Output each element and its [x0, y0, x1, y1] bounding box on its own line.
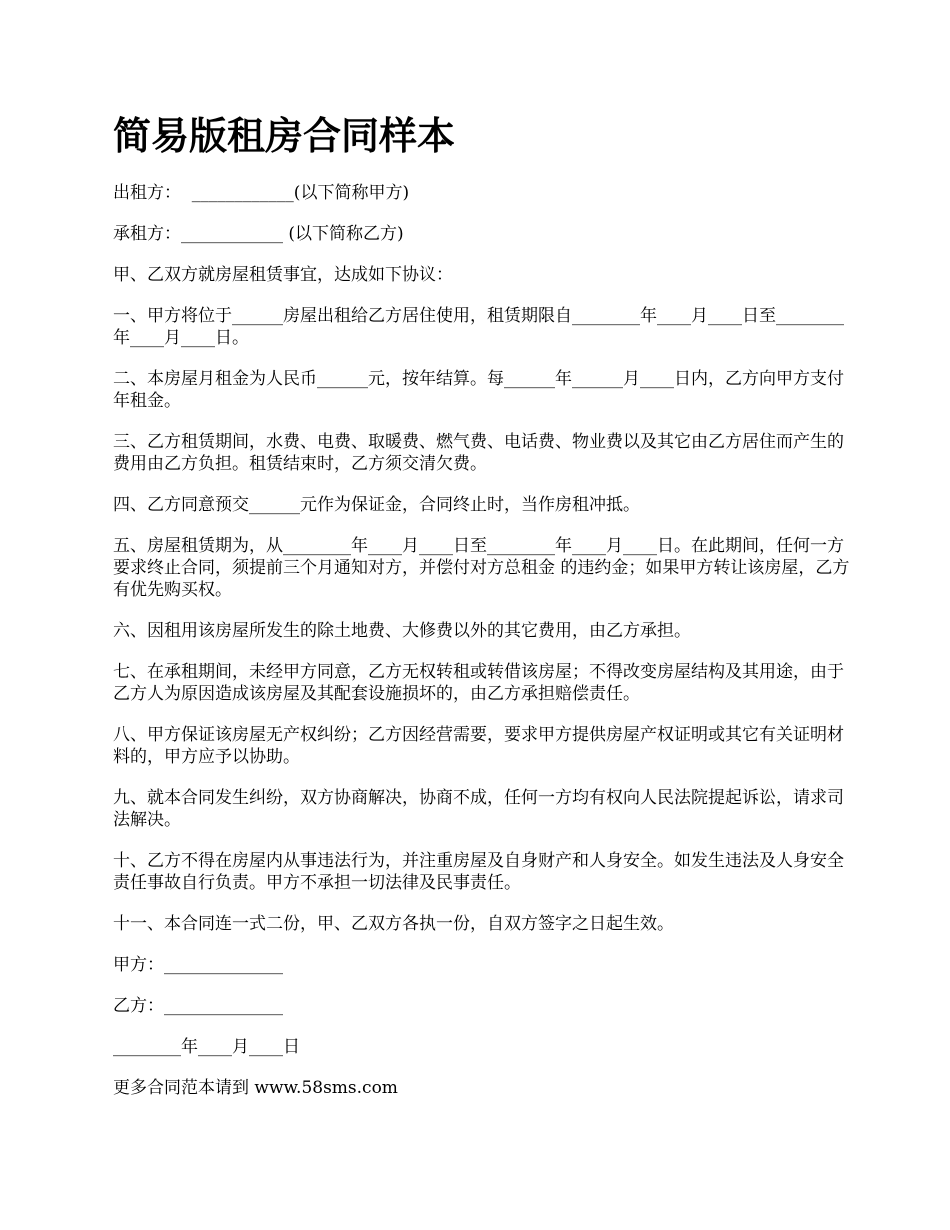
lessee-line: 承租方：____________ (以下简称乙方) — [113, 224, 404, 244]
clause-7: 七、在承租期间，未经甲方同意，乙方无权转租或转借该房屋；不得改变房屋结构及其用途，由于乙方人为原因造成该房屋及其配套设施损坏的，由乙方承担赔偿责任。 — [113, 662, 844, 704]
party-a-signature-line: 甲方：______________ — [113, 955, 283, 975]
clause-6: 六、因租用该房屋所发生的除土地费、大修费以外的其它费用，由乙方承担。 — [113, 621, 691, 641]
footer-link-text: 更多合同范本请到 www.58sms.com — [113, 1078, 398, 1098]
party-b-signature-line: 乙方：______________ — [113, 996, 283, 1016]
contract-document — [113, 108, 853, 1118]
clause-3: 三、乙方租赁期间，水费、电费、取暖费、燃气费、电话费、物业费以及其它由乙方居住而产生的费用由乙方负担。租赁结束时，乙方须交清欠费。 — [113, 432, 844, 474]
lessor-line: 出租方： ____________(以下简称甲方) — [113, 183, 410, 203]
clause-4: 四、乙方同意预交______元作为保证金，合同终止时，当作房租冲抵。 — [113, 495, 640, 515]
clause-1: 一、甲方将位于______房屋出租给乙方居住使用，租赁期限自________年____月____日至________年____月____日。 — [113, 306, 844, 348]
agreement-intro: 甲、乙双方就房屋租赁事宜，达成如下协议： — [113, 265, 453, 285]
clause-2: 二、本房屋月租金为人民币______元，按年结算。每______年______月____日内，乙方向甲方支付年租金。 — [113, 369, 844, 411]
clause-5: 五、房屋租赁期为，从________年____月____日至________年____月____日。在此期间，任何一方要求终止合同，须提前三个月通知对方，并偿付对方总租金 的违约金；如果甲方转让该房屋，乙方有优先购买权。 — [113, 536, 850, 600]
clause-9: 九、就本合同发生纠纷，双方协商解决，协商不成，任何一方均有权向人民法院提起诉讼，请求司法解决。 — [113, 788, 844, 830]
clause-10: 十、乙方不得在房屋内从事违法行为，并注重房屋及自身财产和人身安全。如发生违法及人身安全责任事故自行负责。甲方不承担一切法律及民事责任。 — [113, 851, 844, 893]
document-title: 简易版租房合同样本 — [113, 113, 456, 158]
clause-8: 八、甲方保证该房屋无产权纠纷；乙方因经营需要，要求甲方提供房屋产权证明或其它有关证明材料的，甲方应予以协助。 — [113, 725, 844, 767]
clause-11: 十一、本合同连一式二份，甲、乙双方各执一份，自双方签字之日起生效。 — [113, 914, 674, 934]
date-line: ________年____月____日 — [113, 1037, 300, 1057]
